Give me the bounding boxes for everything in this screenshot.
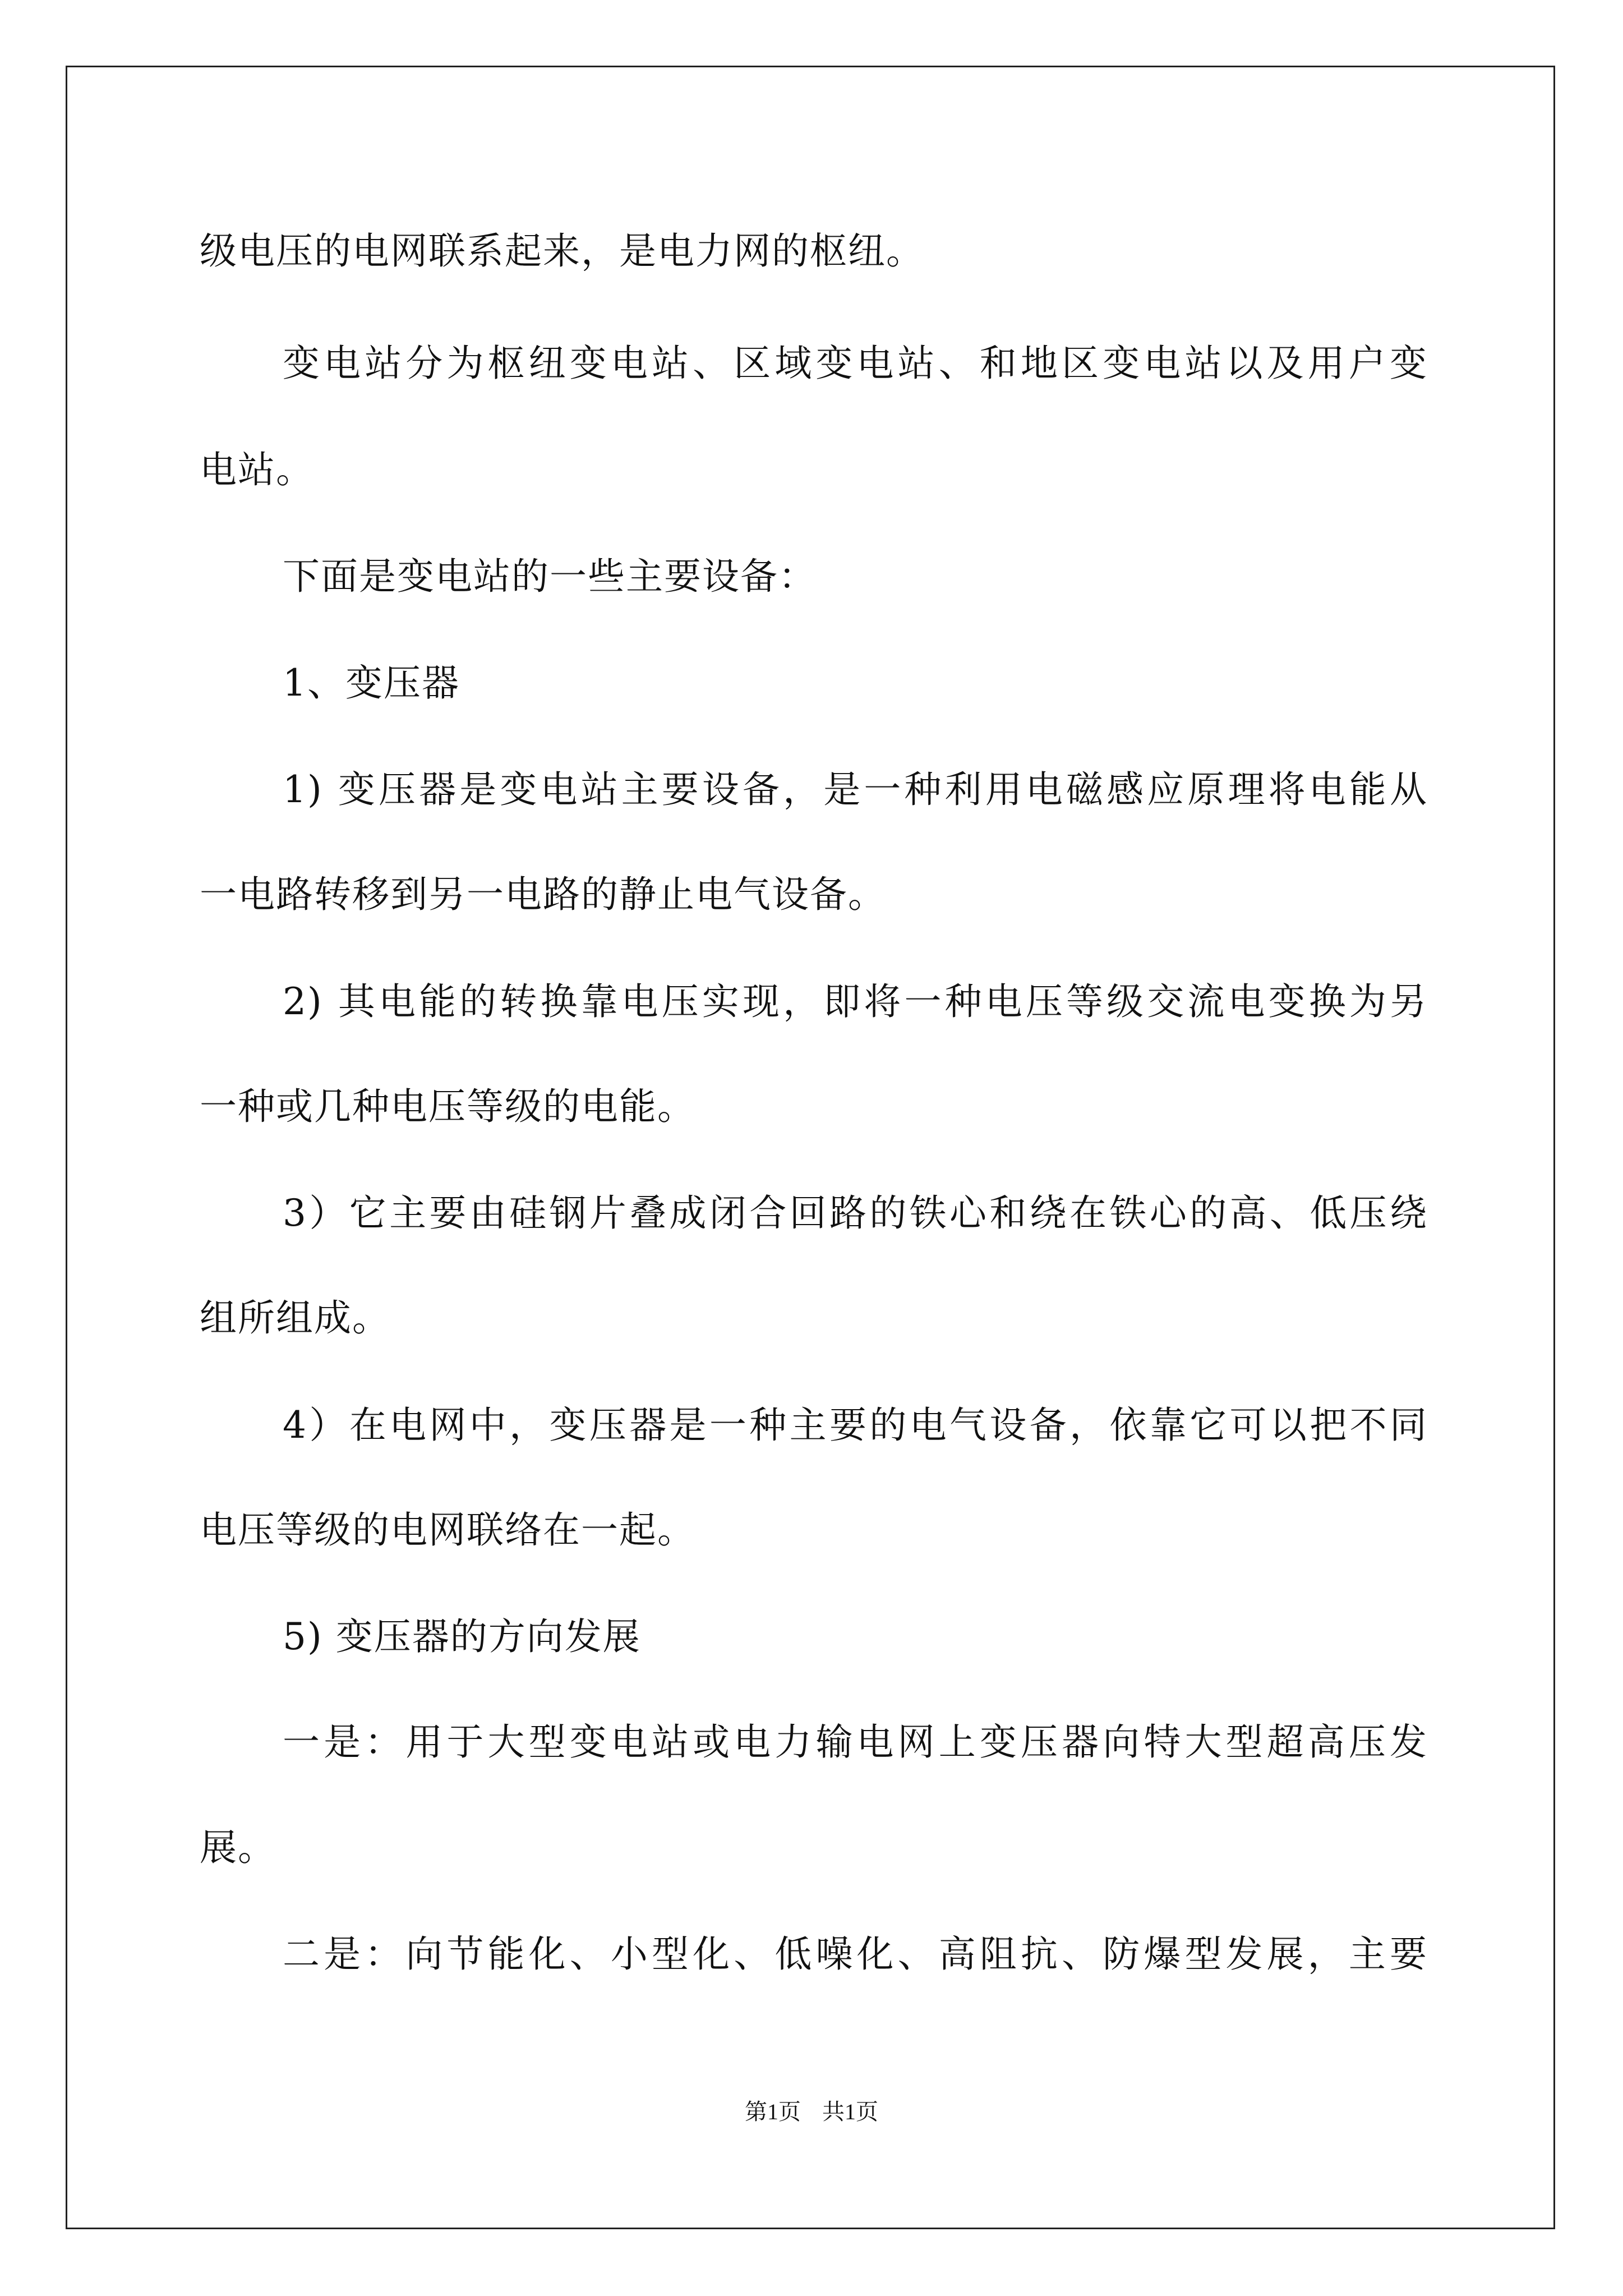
text-line-15: 一是：用于大型变电站或电力输电网上变压器向特大型超高压发 <box>283 1720 1428 1764</box>
text-line-9: 一种或几种电压等级的电能。 <box>200 1085 695 1128</box>
page-number-total: 共1页 <box>822 2099 878 2124</box>
text-line-16: 展。 <box>200 1826 276 1869</box>
text-line-6: 1) 变压器是变电站主要设备，是一种利用电磁感应原理将电能从 <box>283 768 1428 811</box>
text-line-8: 2) 其电能的转换靠电压实现，即将一种电压等级交流电变换为另 <box>283 980 1428 1023</box>
text-line-17: 二是：向节能化、小型化、低噪化、高阻抗、防爆型发展，主要 <box>283 1932 1428 1976</box>
text-line-2: 变电站分为枢纽变电站、区域变电站、和地区变电站以及用户变 <box>283 342 1428 385</box>
page-number-current: 第1页 <box>745 2099 801 2124</box>
page-footer <box>0 2095 1623 2129</box>
text-line-5: 1、变压器 <box>283 661 460 705</box>
text-line-3: 电站。 <box>200 448 314 491</box>
text-line-11: 组所组成。 <box>200 1296 390 1340</box>
text-line-14: 5) 变压器的方向发展 <box>283 1615 641 1658</box>
text-line-13: 电压等级的电网联络在一起。 <box>200 1508 695 1552</box>
text-line-4: 下面是变电站的一些主要设备： <box>283 555 817 598</box>
text-line-10: 3）它主要由硅钢片叠成闭合回路的铁心和绕在铁心的高、低压绕 <box>283 1191 1428 1235</box>
text-line-7: 一电路转移到另一电路的静止电气设备。 <box>200 873 886 916</box>
text-line-12: 4）在电网中，变压器是一种主要的电气设备，依靠它可以把不同 <box>283 1404 1428 1447</box>
text-line-1: 级电压的电网联系起来，是电力网的枢纽。 <box>200 229 924 273</box>
